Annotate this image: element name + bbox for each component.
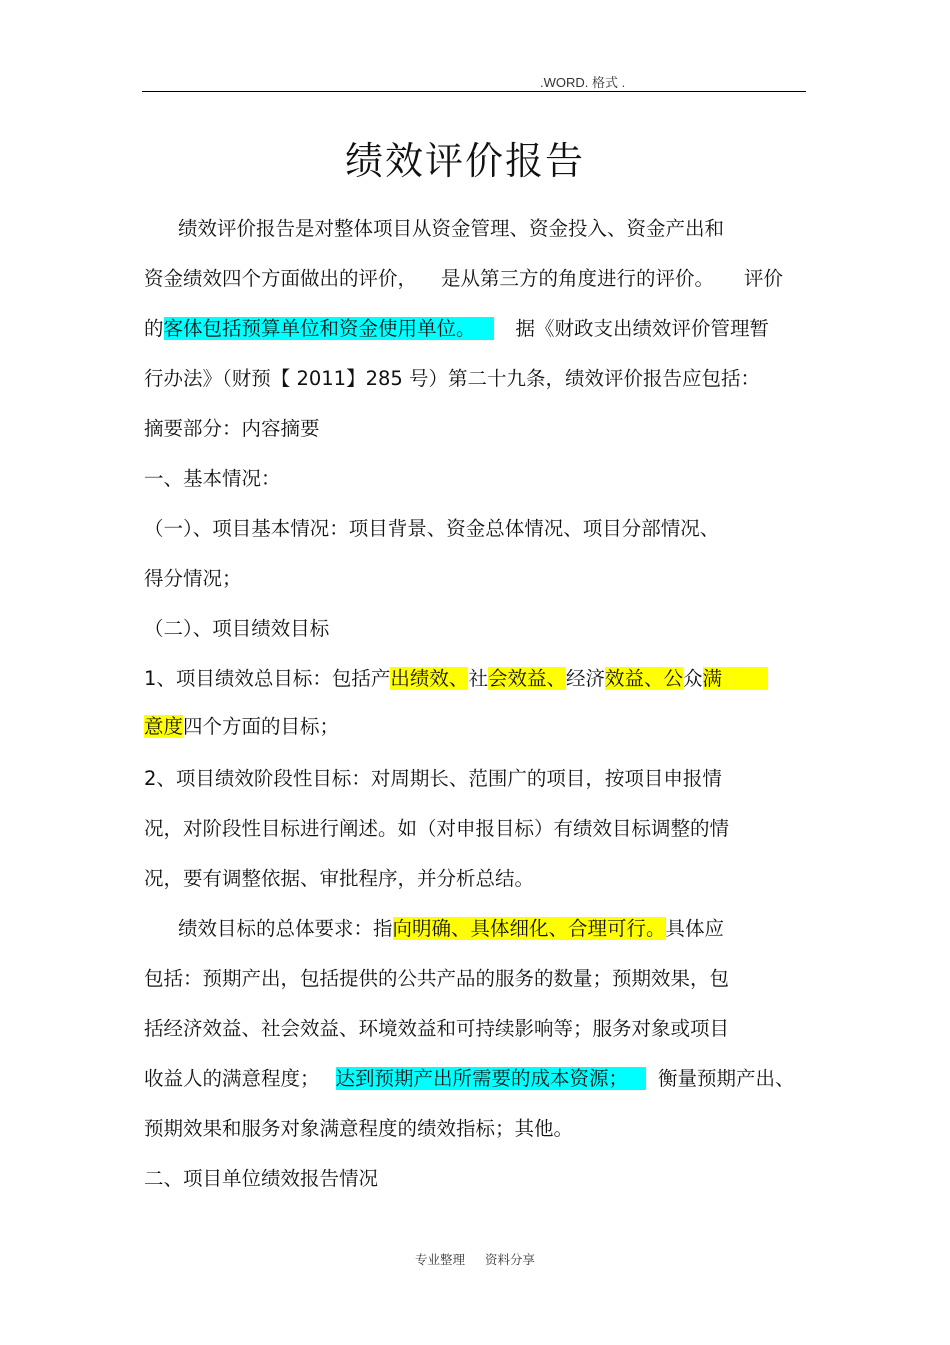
paragraph-line: 的客体包括预算单位和资金使用单位。 据《财政支出绩效评价管理暂	[144, 317, 770, 340]
highlight-yellow: 公	[663, 667, 684, 690]
page-footer	[0, 1250, 950, 1268]
paragraph-line: 包括：预期产出，包括提供的公共产品的服务的数量；预期效果，包	[144, 967, 730, 990]
item-line: 况，要有调整依据、审批程序，并分析总结。	[144, 867, 535, 890]
subsection-line: （一）、项目基本情况：项目背景、资金总体情况、项目分部情况、	[144, 517, 720, 540]
item-line: 意度四个方面的目标；	[144, 715, 340, 738]
subsection-line: 得分情况；	[144, 567, 242, 590]
highlight-cyan: 达到预期产出所需要的成本资源；	[336, 1067, 647, 1090]
highlight-yellow: 意度	[144, 715, 184, 738]
header-divider	[142, 91, 806, 92]
paragraph-line: 预期效果和服务对象满意程度的绩效指标；其他。	[144, 1117, 574, 1140]
item-line: 况，对阶段性目标进行阐述。如（对申报目标）有绩效目标调整的情	[144, 817, 730, 840]
highlight-yellow: 会效益、	[487, 667, 566, 690]
paragraph-line: 绩效评价报告是对整体项目从资金管理、资金投入、资金产出和	[178, 217, 725, 240]
paragraph-line: 行办法》（财预【 2011】285 号）第二十九条，绩效评价报告应包括：	[144, 367, 760, 390]
paragraph-line: 括经济效益、社会效益、环境效益和可持续影响等；服务对象或项目	[144, 1017, 730, 1040]
paragraph-line: 收益人的满意程度； 达到预期产出所需要的成本资源； 衡量预期产出、	[144, 1067, 795, 1090]
footer-left: 专业整理	[414, 1252, 465, 1267]
subsection-heading: （二）、项目绩效目标	[144, 617, 330, 640]
paragraph-line: 资金绩效四个方面做出的评价， 是从第三方的角度进行的评价。 评价	[144, 267, 784, 290]
highlight-yellow: 向明确、具体细化、合理可行。	[392, 917, 666, 940]
highlight-cyan: 客体包括预算单位和资金使用单位。	[164, 317, 494, 340]
document-title: 绩效评价报告	[344, 139, 585, 183]
item-line: 2、项目绩效阶段性目标：对周期长、范围广的项目，按项目申报情	[144, 767, 722, 790]
highlight-yellow: 出绩效、	[390, 667, 469, 690]
section-heading: 二、项目单位绩效报告情况	[144, 1167, 379, 1190]
section-heading: 一、基本情况：	[144, 467, 281, 490]
page-header: .WORD. 格式 .	[540, 75, 626, 90]
paragraph-line: 绩效目标的总体要求：指向明确、具体细化、合理可行。具体应	[178, 917, 725, 940]
item-line: 1、项目绩效总目标：包括产出绩效、社会效益、经济效益、公众满	[144, 664, 768, 694]
summary-line: 摘要部分：内容摘要	[144, 417, 320, 440]
footer-right: 资料分享	[485, 1252, 536, 1267]
highlight-yellow: 满	[703, 667, 769, 690]
highlight-yellow: 效益、	[604, 667, 664, 690]
